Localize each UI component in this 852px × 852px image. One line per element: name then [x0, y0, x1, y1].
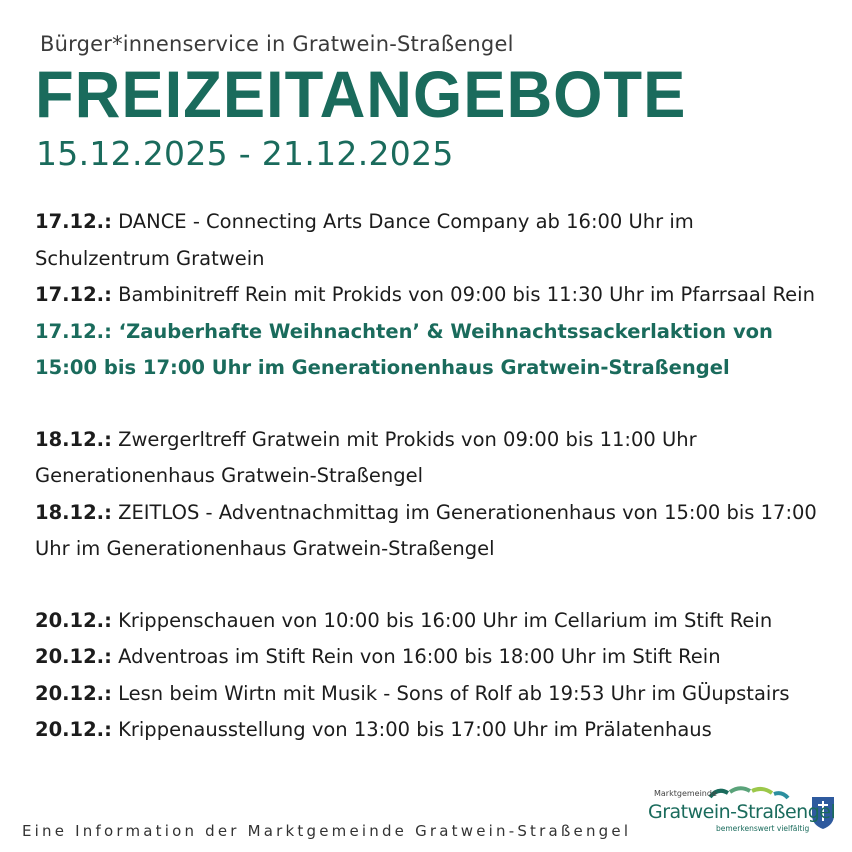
- event-text: ZEITLOS - Adventnachmittag im Generationenhaus von 15:00 bis 17:00 Uhr im Generationenhaus Gratwein-Straßengel: [35, 500, 817, 560]
- event-item: [35, 277, 825, 314]
- logo-small-text: Marktgemeinde: [654, 789, 717, 798]
- event-item: [35, 495, 825, 568]
- event-text: ‘Zauberhafte Weihnachten’ & Weihnachtssackerlaktion von 15:00 bis 17:00 Uhr im Generationenhaus Gratwein-Straßengel: [35, 319, 773, 379]
- event-text: Bambinitreff Rein mit Prokids von 09:00 bis 11:30 Uhr im Pfarrsaal Rein: [111, 283, 815, 306]
- event-date: 20.12.:: [35, 718, 112, 741]
- municipality-logo: [648, 783, 838, 843]
- event-item: [35, 603, 825, 640]
- page-subtitle: Bürger*innenservice in Gratwein-Straßengel: [40, 32, 514, 56]
- event-text: DANCE - Connecting Arts Dance Company ab 16:00 Uhr im Schulzentrum Gratwein: [35, 210, 694, 270]
- event-date: 17.12.:: [35, 319, 112, 343]
- event-date: 17.12.:: [35, 283, 112, 306]
- footer-info: Eine Information der Marktgemeinde Gratwein-Straßengel: [22, 822, 632, 840]
- event-item: [35, 712, 825, 749]
- logo-tagline: bemerkenswert vielfältig: [716, 824, 810, 833]
- event-item-highlighted: [35, 314, 825, 387]
- logo-name: Gratwein-Straßengel: [648, 801, 836, 823]
- event-item: [35, 676, 825, 713]
- event-text: Adventroas im Stift Rein von 16:00 bis 18:00 Uhr im Stift Rein: [111, 645, 721, 668]
- page-title: FREIZEITANGEBOTE: [35, 57, 687, 131]
- spacer: [35, 568, 825, 603]
- event-text: Krippenschauen von 10:00 bis 16:00 Uhr im Cellarium im Stift Rein: [111, 608, 773, 632]
- event-text: Krippenausstellung von 13:00 bis 17:00 Uhr im Prälatenhaus: [111, 718, 712, 741]
- logo-arc: [752, 789, 772, 793]
- event-date: 18.12.:: [35, 500, 112, 524]
- event-text: Zwergerltreff Gratwein mit Prokids von 09:00 bis 11:00 Uhr Generationenhaus Gratwein-Straßengel: [35, 427, 697, 487]
- event-text: Lesn beim Wirtn mit Musik - Sons of Rolf ab 19:53 Uhr im GÜupstairs: [111, 681, 790, 705]
- spacer: [35, 387, 825, 422]
- logo-arc: [774, 793, 788, 798]
- event-date: 18.12.:: [35, 427, 112, 451]
- event-date: 20.12.:: [35, 608, 112, 632]
- event-date: 20.12.:: [35, 645, 112, 668]
- event-item: [35, 639, 825, 676]
- logo-arc: [730, 788, 750, 792]
- event-list: [35, 204, 825, 749]
- date-range: 15.12.2025 - 21.12.2025: [36, 134, 454, 173]
- event-date: 17.12.:: [35, 210, 112, 233]
- event-item: [35, 422, 825, 495]
- event-date: 20.12.:: [35, 681, 112, 705]
- event-item: [35, 204, 825, 277]
